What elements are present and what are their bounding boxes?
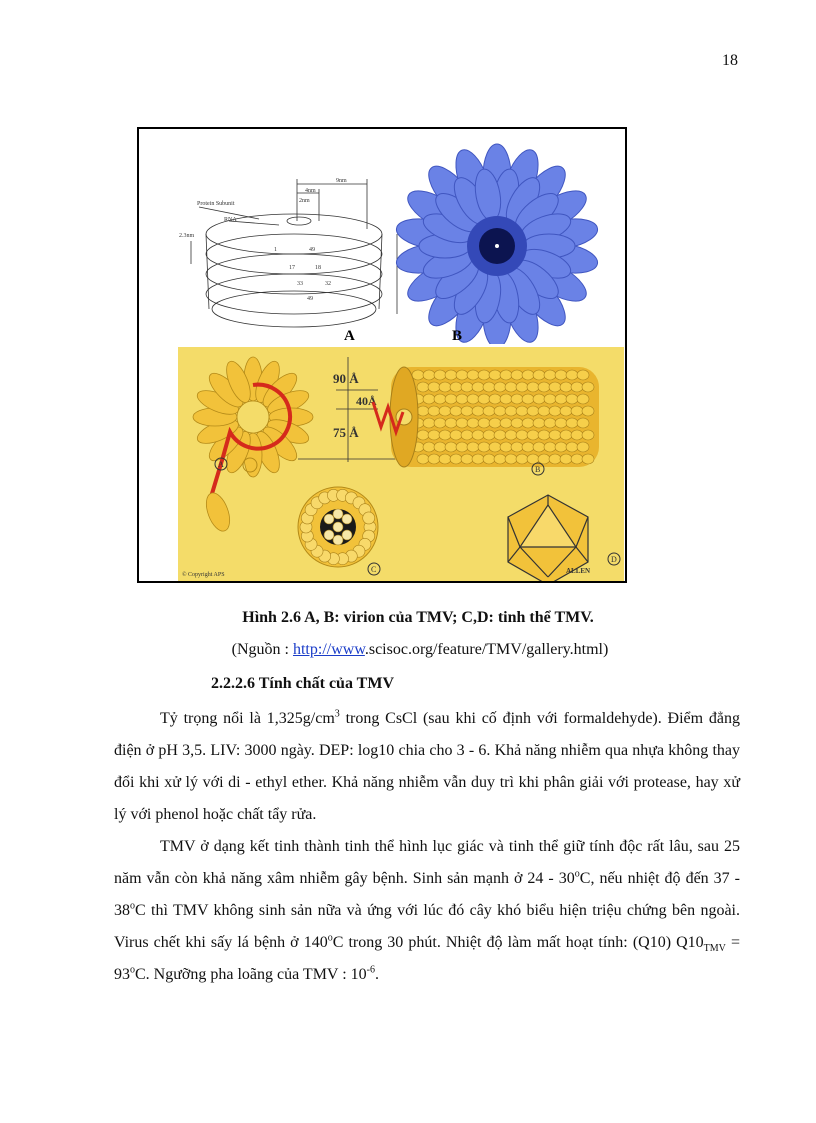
rod-scale xyxy=(527,430,539,440)
rod-scale xyxy=(538,454,550,464)
rod-scale xyxy=(505,406,517,416)
rod-scale xyxy=(489,370,501,380)
rod-scale xyxy=(577,370,589,380)
rod-scale xyxy=(467,442,479,452)
label-a-top: A xyxy=(344,328,355,344)
rod-scale xyxy=(516,382,528,392)
rod-scale xyxy=(428,454,440,464)
rod-scale xyxy=(494,406,506,416)
label-protein-subunit: Protein Subunit xyxy=(197,201,235,207)
rod-scale xyxy=(450,430,462,440)
rod-scale xyxy=(483,382,495,392)
rod-scale xyxy=(549,430,561,440)
rod-scale xyxy=(445,370,457,380)
rod-scale xyxy=(566,394,578,404)
rod-scale xyxy=(428,430,440,440)
rod-scale xyxy=(423,418,435,428)
rod-scale xyxy=(456,418,468,428)
rod-scale xyxy=(549,382,561,392)
source-link[interactable]: http://www xyxy=(292,641,365,658)
figure-top-panel xyxy=(139,129,625,344)
rod-scale xyxy=(483,430,495,440)
inner-subunit xyxy=(333,535,343,545)
paragraph-1 xyxy=(114,703,740,831)
rod-scale xyxy=(560,454,572,464)
rod-scale xyxy=(439,430,451,440)
subunit-number: 1 xyxy=(274,247,277,253)
rod-scale xyxy=(571,406,583,416)
rod-scale xyxy=(478,370,490,380)
rod-scale xyxy=(467,394,479,404)
rod-scale xyxy=(522,370,534,380)
rod-scale xyxy=(511,370,523,380)
rod-scale xyxy=(445,442,457,452)
inner-subunit xyxy=(324,530,334,540)
rod-scale xyxy=(522,442,534,452)
rod-scale xyxy=(533,442,545,452)
rod-scale xyxy=(461,454,473,464)
dim-2nm: 2nm xyxy=(299,198,310,204)
dim-2-3nm: 2.3nm xyxy=(179,233,195,239)
rod-scale xyxy=(505,382,517,392)
cross-subunit xyxy=(363,512,375,524)
rod-scale xyxy=(478,418,490,428)
rod-scale xyxy=(505,430,517,440)
rod-scale xyxy=(456,394,468,404)
superscript: o xyxy=(130,900,135,912)
rod-scale xyxy=(461,382,473,392)
text: C trong 30 phút. Nhiệt độ làm mất hoạt tính: (Q10) Q10 xyxy=(332,934,704,951)
rod-scale xyxy=(434,394,446,404)
text: trong CsCl (sau khi cố định với formaldehyde). Điểm đẳng điện ở pH 3,5. LIV: 3000 ngày. DEP: log10 chia cho 3 - 6. Khả năng nhiễm qua nhựa không thay đổi khi xử lý với di - ethyl ether. Khả năng nhiễm vẫn duy trì khi phân giải với protease, hay xử lý với phenol hoặc chất tẩy rửa. xyxy=(114,710,741,823)
rod-scale xyxy=(560,430,572,440)
figure-bottom-panel xyxy=(178,347,624,581)
rod-scale xyxy=(434,418,446,428)
rod-scale xyxy=(500,394,512,404)
superscript: o xyxy=(574,868,580,880)
figure-caption: Hình 2.6 A, B: virion của TMV; C,D: tinh thể TMV. xyxy=(242,609,594,626)
rod-scale xyxy=(456,442,468,452)
label-90a: 90 Å xyxy=(333,371,359,386)
label-40a: 40Å xyxy=(356,394,377,408)
text: TMV ở dạng kết tinh thành tinh thể hình lục giác và tinh thể giữ tính độc rất lâu, sau 25 năm vẫn còn khả năng xâm nhiễm gây bệnh. Sinh sản mạnh ở 24 - 30 xyxy=(114,838,740,887)
source-prefix: (Nguồn : xyxy=(231,641,293,658)
rod-scale xyxy=(533,394,545,404)
rod-scale xyxy=(417,382,429,392)
rod-scale xyxy=(560,406,572,416)
subunit-number: 18 xyxy=(315,265,321,271)
subunit-number: 17 xyxy=(289,265,295,271)
subunit-number: 33 xyxy=(297,281,303,287)
label-d-bottom: D xyxy=(611,555,617,564)
rod-scale xyxy=(571,382,583,392)
label-a-bottom: A xyxy=(218,460,224,469)
rod-scale xyxy=(494,454,506,464)
copyright-text: © Copyright APS xyxy=(182,572,225,578)
rod-scale xyxy=(555,394,567,404)
rod-scale xyxy=(511,394,523,404)
rod-scale xyxy=(538,382,550,392)
rod-scale xyxy=(577,418,589,428)
rod-scale xyxy=(533,418,545,428)
superscript: -6 xyxy=(366,964,375,976)
rod-scale xyxy=(417,430,429,440)
rod-scale xyxy=(434,442,446,452)
rod-scale xyxy=(439,382,451,392)
rod-scale xyxy=(577,394,589,404)
rod-scale xyxy=(516,406,528,416)
rod-scale xyxy=(467,370,479,380)
rod-scale xyxy=(555,370,567,380)
rod-scale xyxy=(511,442,523,452)
rod-scale xyxy=(417,454,429,464)
cross-section-c xyxy=(298,487,378,567)
rod-scale xyxy=(472,454,484,464)
rod-scale xyxy=(516,454,528,464)
rod-scale xyxy=(450,454,462,464)
rod-scale xyxy=(423,442,435,452)
rod-scale xyxy=(527,406,539,416)
rod-scale xyxy=(577,442,589,452)
dim-4nm: 4nm xyxy=(305,188,316,194)
label-c-bottom: C xyxy=(371,565,377,574)
subunit-number: 49 xyxy=(307,296,313,302)
paragraph-2 xyxy=(114,831,740,991)
rod-scale xyxy=(500,442,512,452)
rod-scale xyxy=(566,418,578,428)
rod-scale xyxy=(571,430,583,440)
rod-scale xyxy=(511,418,523,428)
rod-scale xyxy=(582,406,594,416)
rod-scale xyxy=(533,370,545,380)
label-b-top: B xyxy=(452,328,463,344)
rod-scale xyxy=(500,370,512,380)
allen-signature: ALLEN xyxy=(566,567,591,575)
inner-subunit xyxy=(342,514,352,524)
rod-scale xyxy=(582,430,594,440)
rod-scale xyxy=(566,442,578,452)
superscript: o xyxy=(130,964,135,976)
rod-scale xyxy=(555,418,567,428)
rod-scale xyxy=(538,430,550,440)
rod-scale xyxy=(478,394,490,404)
superscript: o xyxy=(327,932,333,944)
text: C thì TMV không sinh sản nữa và ứng với lúc đó cây khó biểu hiện triệu chứng bên ngoài. Virus chết khi sấy lá bệnh ở 140 xyxy=(114,902,740,951)
rod-scale xyxy=(544,370,556,380)
rod-scale xyxy=(544,442,556,452)
subunit-number: 32 xyxy=(325,281,331,287)
section-heading: 2.2.2.6 Tính chất của TMV xyxy=(211,675,394,692)
text: Tỷ trọng nổi là 1,325g/cm xyxy=(160,710,335,727)
rod-scale xyxy=(516,430,528,440)
rod-scale xyxy=(456,370,468,380)
rod-scale xyxy=(434,370,446,380)
superscript: 3 xyxy=(334,708,340,720)
rod-scale xyxy=(467,418,479,428)
rod-scale xyxy=(489,442,501,452)
rod-scale xyxy=(494,382,506,392)
rod-scale xyxy=(445,418,457,428)
inner-subunit xyxy=(333,509,343,519)
helical-rod-b xyxy=(373,367,599,467)
rod-scale xyxy=(461,430,473,440)
rod-scale xyxy=(472,406,484,416)
rod-scale xyxy=(555,442,567,452)
subscript: TMV xyxy=(703,943,726,955)
rod-scale xyxy=(412,370,424,380)
rod-scale xyxy=(544,394,556,404)
rod-scale xyxy=(483,406,495,416)
rod-scale xyxy=(461,406,473,416)
text: C, nếu nhiệt độ đến 37 - 38 xyxy=(114,870,741,919)
source-suffix: .scisoc.org/feature/TMV/gallery.html) xyxy=(364,641,609,658)
label-b-bottom: B xyxy=(535,465,541,474)
rod-scale xyxy=(582,382,594,392)
label-rna: RNA xyxy=(224,217,237,223)
figure-source xyxy=(12,641,816,659)
label-75a: 75 Å xyxy=(333,425,359,440)
rod-scale xyxy=(494,430,506,440)
inner-subunit xyxy=(333,522,343,532)
rod-scale xyxy=(527,454,539,464)
text: = 93 xyxy=(114,934,741,983)
rod-scale xyxy=(450,382,462,392)
rod-scale xyxy=(428,382,440,392)
rod-scale xyxy=(560,382,572,392)
rod-scale xyxy=(439,406,451,416)
rod-scale xyxy=(544,418,556,428)
rod-scale xyxy=(505,454,517,464)
text: C. Ngưỡng pha loãng của TMV : 10 xyxy=(135,966,367,983)
rod-scale xyxy=(489,418,501,428)
page-number: 18 xyxy=(722,52,738,69)
rod-scale xyxy=(522,394,534,404)
text: . xyxy=(374,966,379,983)
rod-scale xyxy=(549,406,561,416)
dim-9nm: 9nm xyxy=(336,178,347,184)
rod-scale xyxy=(445,394,457,404)
rod-scale xyxy=(566,370,578,380)
inner-subunit xyxy=(342,530,352,540)
rod-scale xyxy=(450,406,462,416)
rod-scale xyxy=(423,394,435,404)
rod-scale xyxy=(478,442,490,452)
inner-subunit xyxy=(324,514,334,524)
tmv-virion-b xyxy=(394,144,600,344)
rod-scale xyxy=(500,418,512,428)
rod-scale xyxy=(489,394,501,404)
rod-scale xyxy=(483,454,495,464)
rod-scale xyxy=(527,382,539,392)
rod-scale xyxy=(472,382,484,392)
rod-scale xyxy=(571,454,583,464)
rod-scale xyxy=(538,406,550,416)
rod-scale xyxy=(472,430,484,440)
figure-frame xyxy=(137,127,627,583)
subunit-number: 49 xyxy=(309,247,315,253)
rod-scale xyxy=(423,370,435,380)
rod-scale xyxy=(428,406,440,416)
rod-scale xyxy=(549,454,561,464)
rod-scale xyxy=(439,454,451,464)
rod-scale xyxy=(522,418,534,428)
rod-scale xyxy=(582,454,594,464)
rod-scale xyxy=(417,406,429,416)
